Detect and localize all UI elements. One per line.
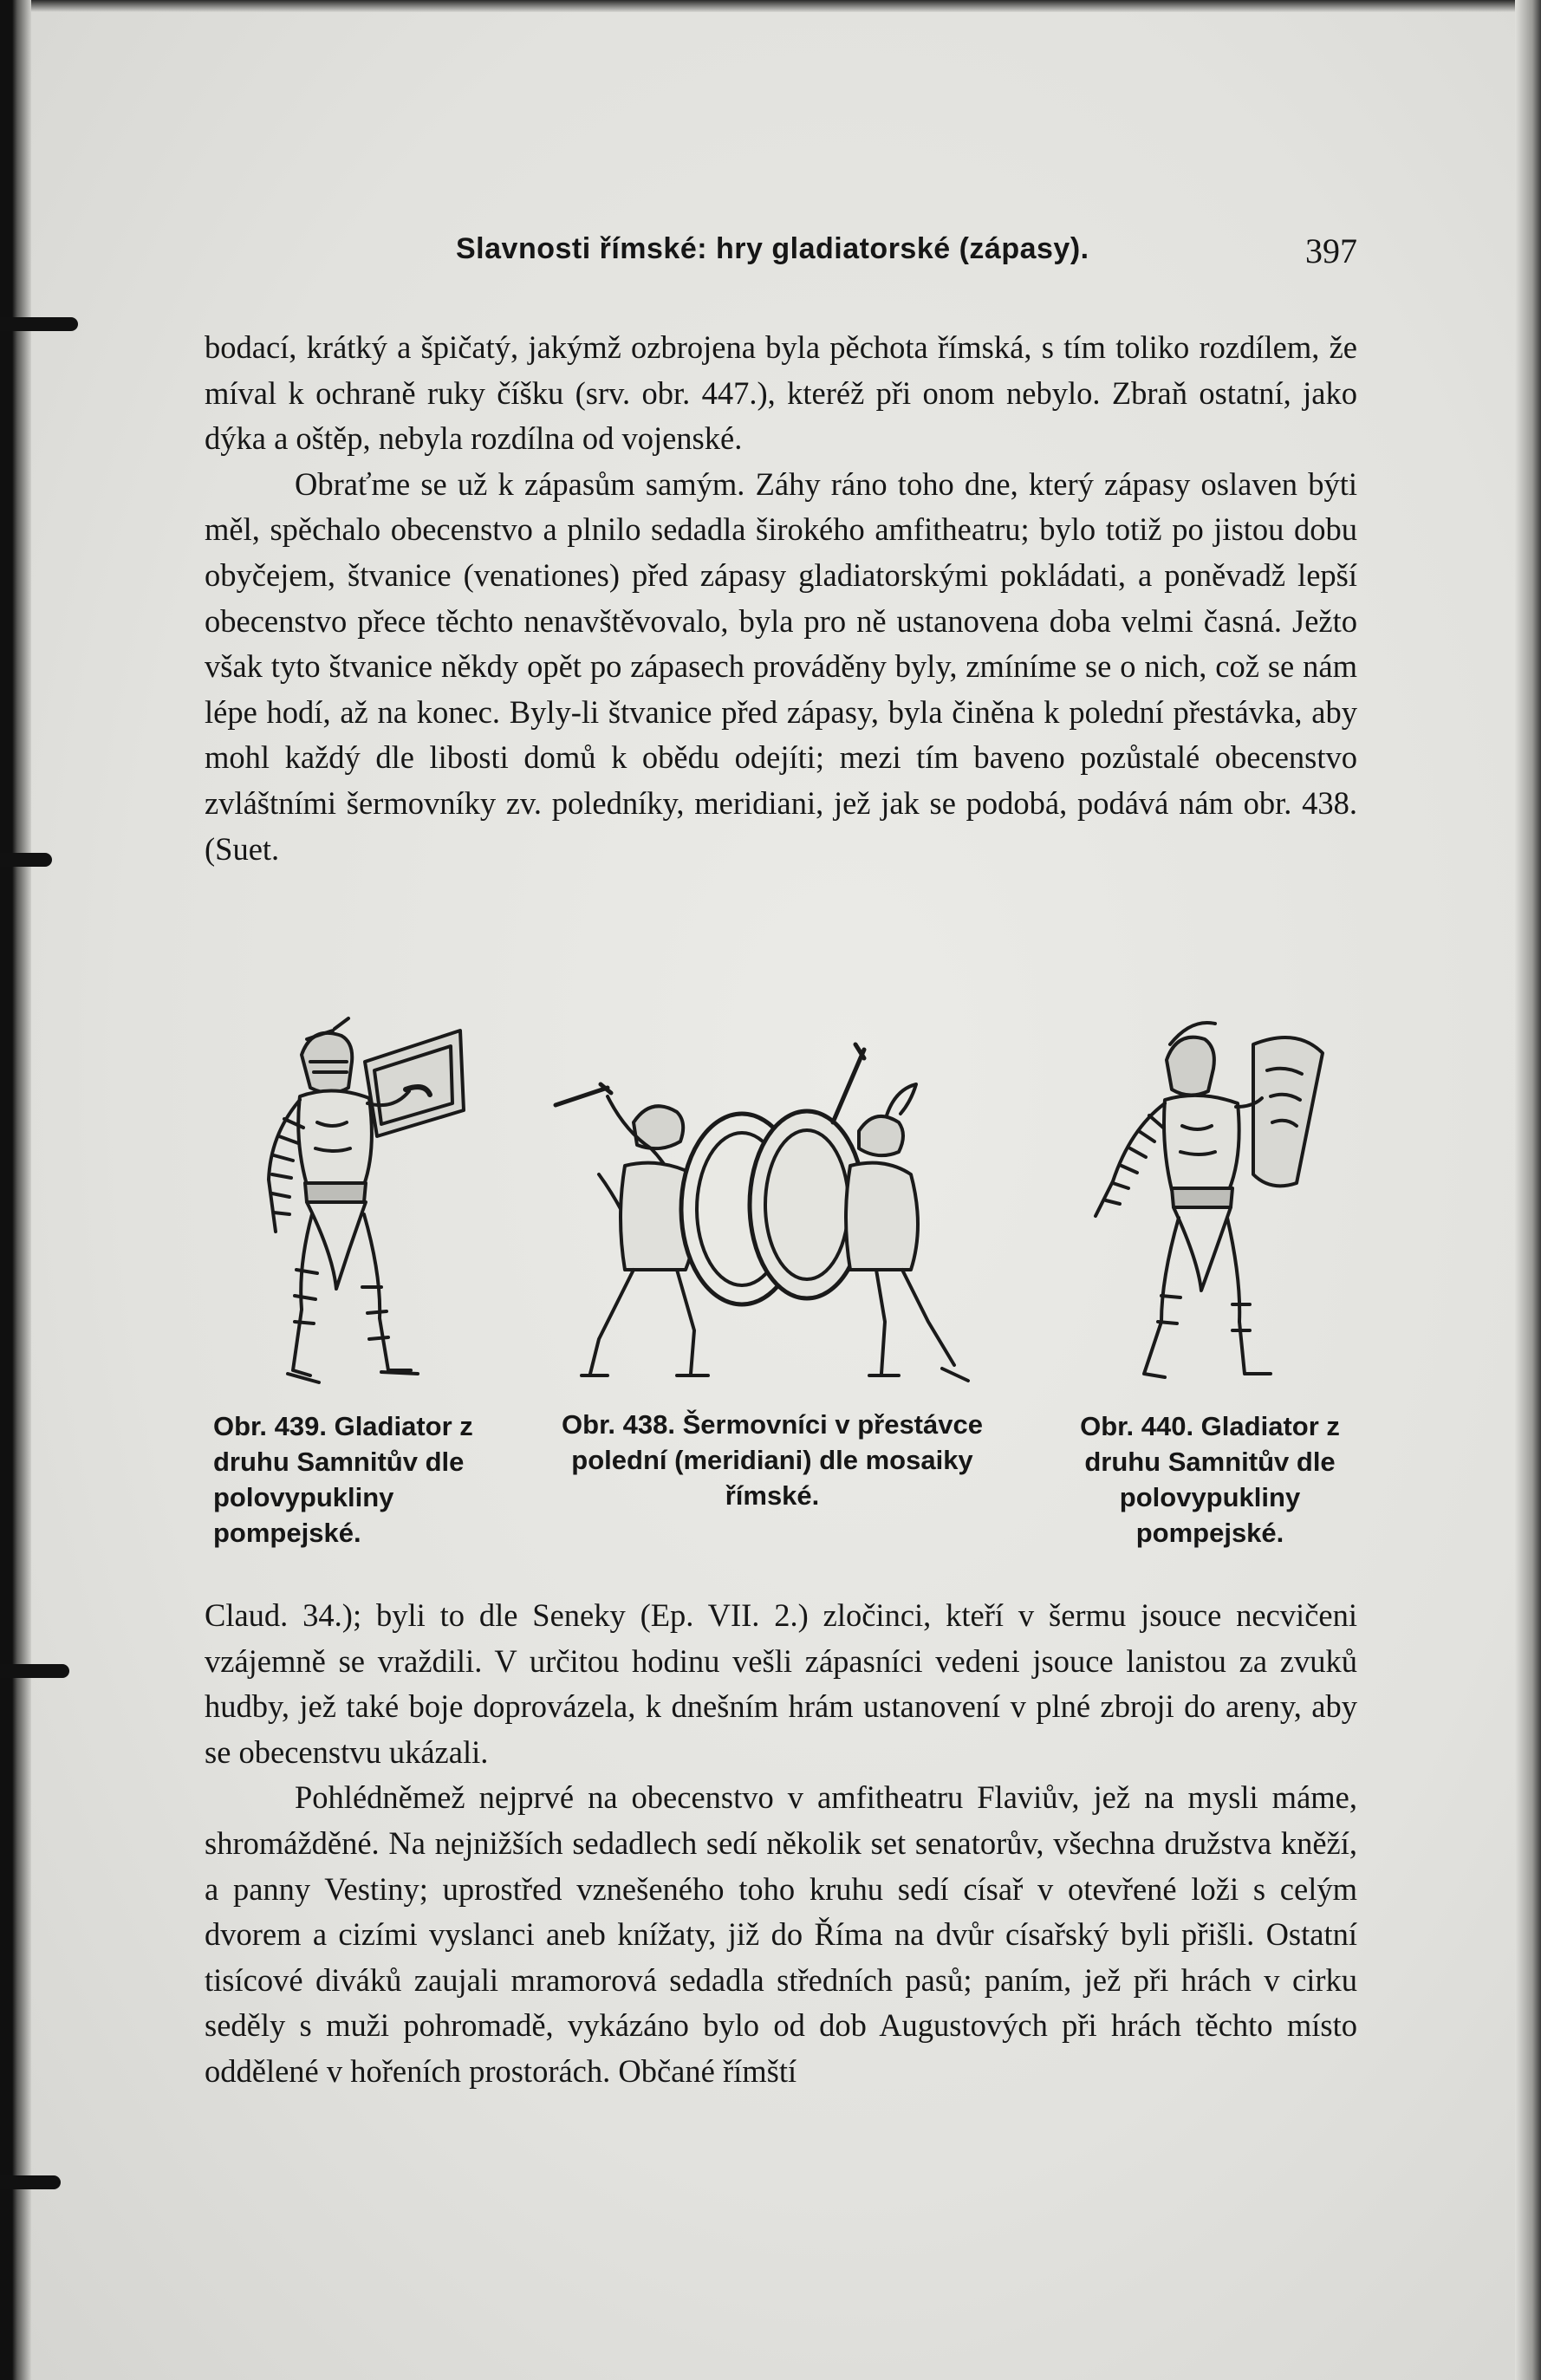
figure-439 xyxy=(205,1010,517,1548)
figure-caption: Obr. 439. Gladiator z druhu Samnitův dle polovypukliny pompejské. xyxy=(213,1411,473,1548)
figure-438 xyxy=(547,1036,998,1511)
running-head-title: Slavnosti římské: hry gladiatorské (zápasy). xyxy=(456,232,1089,265)
paragraph: Pohlédněmež nejprvé na obecenstvo v amfitheatru Flaviův, jež na mysli máme, shromážděné. Na nejnižších sedadlech sedí několik set senatorův, všechna družstva kněží, a panny Vestiny; uprostřed vznešeného toho kruhu sedí císař v otevřené loži s celým dvorem a cizími vyslanci aneb knížaty, již do Říma na dvůr císařský byli přišli. Ostatní tisícové diváků zaujali mramorová sedadla středních pasů; paním, jež při hrách v cirku seděly s muži pohromadě, vykázáno bylo od dob Augustových při hrách těchto místo oddělené v hořeních prostorách. Občané římští xyxy=(205,1779,1357,2089)
body-text-bottom xyxy=(205,1593,1357,2095)
figure-caption: Obr. 438. Šermovníci v přestávce polední (meridiani) dle mosaiky římské. xyxy=(562,1409,983,1511)
binding-mark xyxy=(0,1664,69,1678)
paragraph: Claud. 34.); byli to dle Seneky (Ep. VII. 2.) zločinci, kteří v šermu jsouce necvičeni vzájemně se vraždili. V určitou hodinu vešli zápasníci vedeni jsouce lanistou za zvuků hudby, jež také boje doprovázela, k dnešním hrám ustanovení v plné zbroji do areny, aby se obecenstvu ukázali. xyxy=(205,1597,1357,1770)
binding-mark xyxy=(0,2175,61,2189)
figure-row xyxy=(205,1010,1357,1564)
binding-mark xyxy=(0,317,78,331)
figure-440 xyxy=(1063,1010,1357,1548)
paragraph: Obraťme se už k zápasům samým. Záhy ráno toho dne, který zápasy oslaven býti měl, spěchalo obecenstvo a plnilo sedadla širokého amfitheatru; bylo totiž po jistou dobu obyčejem, štvanice (venationes) před zápasy gladiatorskými pokládati, a poněvadž lepší obecenstvo přece těchto nenavštěvovalo, byla pro ně ustanovena doba velmi časná. Ježto však tyto štvanice někdy opět po zápasech prováděny byly, zmíníme se o nich, což se nám lépe hodí, až na konec. Byly-li štvanice před zápasy, byla činěna k polední přestávka, aby mohl každý dle libosti domů k obědu odejíti; mezi tím baveno pozůstalé obecenstvo zvláštními šermovníky zv. poledníky, meridiani, jež jak se podobá, podává nám obr. 438. (Suet. xyxy=(205,465,1357,867)
paragraph: bodací, krátký a špičatý, jakýmž ozbrojena byla pěchota římská, s tím toliko rozdílem, že míval k ochraně ruky číšku (srv. obr. 447.), kteréž při onom nebylo. Zbraň ostatní, jako dýka a oštěp, nebyla rozdílna od vojenské. xyxy=(205,329,1357,457)
meridiani-fighters-illustration xyxy=(547,1036,998,1400)
body-text-top xyxy=(205,325,1357,872)
gladiator-samnite-illustration xyxy=(1063,1010,1357,1400)
binding-mark xyxy=(0,853,52,867)
running-head xyxy=(205,227,1357,276)
scan-right-edge xyxy=(1515,0,1541,2380)
scan-top-edge xyxy=(0,0,1541,12)
scan-left-edge xyxy=(0,0,31,2380)
gladiator-samnite-illustration xyxy=(205,1010,517,1400)
page-number: 397 xyxy=(1305,231,1357,270)
figure-caption: Obr. 440. Gladiator z druhu Samnitův dle polovypukliny pompejské. xyxy=(1080,1411,1340,1548)
